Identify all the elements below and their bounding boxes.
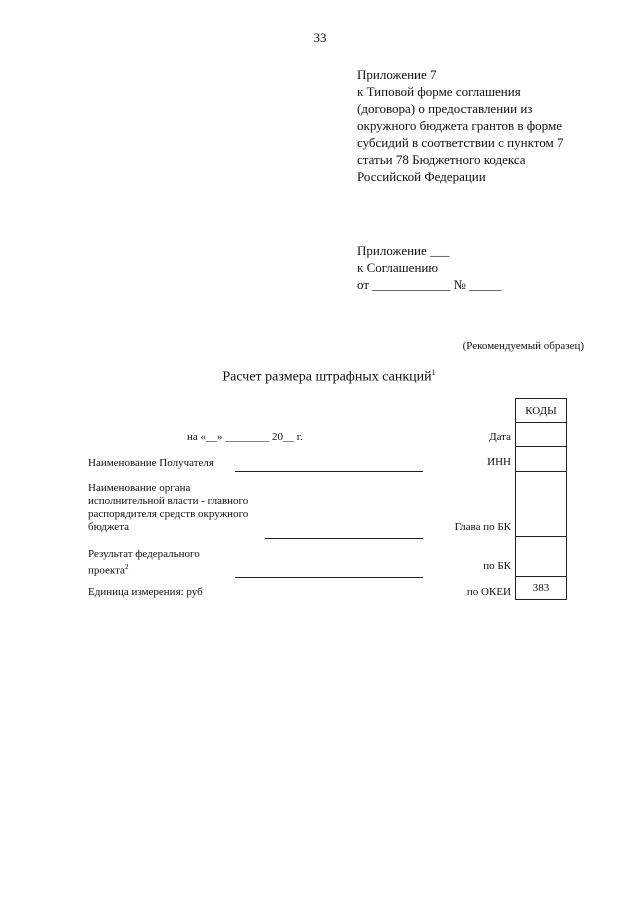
- attachment-line-3: от ____________ № _____: [357, 277, 502, 292]
- document-title: [0, 368, 640, 386]
- appendix-line: Российской Федерации: [357, 169, 486, 184]
- result-label-line-1: Результат федерального: [88, 548, 200, 560]
- report-date-line: на «__» ________ 20__ г.: [187, 431, 303, 443]
- inn-code-cell[interactable]: [516, 447, 567, 472]
- appendix-line: окружного бюджета грантов в форме: [357, 118, 562, 133]
- bk-code-cell[interactable]: [516, 537, 567, 577]
- chapter-bk-label: Глава по БК: [454, 521, 511, 533]
- authority-label: [88, 482, 248, 534]
- appendix-line: (договора) о предоставлении из: [357, 101, 533, 116]
- appendix-line: к Типовой форме соглашения: [357, 84, 521, 99]
- bk-code-label: по БК: [483, 560, 511, 572]
- appendix-heading: [357, 66, 563, 185]
- recipient-label: Наименование Получателя: [88, 457, 214, 469]
- inn-code-label: ИНН: [487, 456, 511, 468]
- authority-label-line: исполнительной власти - главного: [88, 495, 249, 507]
- authority-label-line: бюджета: [88, 521, 130, 533]
- okei-code-cell[interactable]: 383: [516, 577, 567, 600]
- page-number: 33: [313, 30, 327, 45]
- appendix-line: субсидий в соответствии с пунктом 7: [357, 135, 564, 150]
- unit-label: Единица измерения: руб: [88, 586, 203, 598]
- result-label-line-2: [88, 561, 128, 578]
- title-text: Расчет размера штрафных санкций: [222, 369, 432, 385]
- authority-label-line: Наименование органа: [88, 482, 191, 494]
- date-code-cell[interactable]: [516, 423, 567, 447]
- chapter-bk-cell[interactable]: [516, 472, 567, 537]
- agreement-attachment-heading: [357, 242, 502, 293]
- codes-table: [515, 398, 567, 600]
- appendix-line: Приложение 7: [357, 67, 437, 82]
- authority-blank[interactable]: [265, 538, 423, 539]
- result-label-text: проекта: [88, 564, 125, 577]
- recommended-sample-note: (Рекомендуемый образец): [462, 340, 584, 352]
- date-code-label: Дата: [489, 431, 511, 443]
- codes-header: КОДЫ: [516, 399, 567, 423]
- attachment-line-2: к Соглашению: [357, 260, 439, 275]
- okei-code-label: по ОКЕИ: [466, 586, 511, 598]
- title-footnote: 1: [431, 368, 436, 377]
- result-footnote: 2: [124, 563, 129, 571]
- recipient-blank[interactable]: [235, 471, 423, 472]
- appendix-line: статьи 78 Бюджетного кодекса: [357, 152, 526, 167]
- result-blank[interactable]: [235, 577, 423, 578]
- attachment-line-1: Приложение ___: [357, 243, 450, 258]
- authority-label-line: распорядителя средств окружного: [88, 508, 249, 520]
